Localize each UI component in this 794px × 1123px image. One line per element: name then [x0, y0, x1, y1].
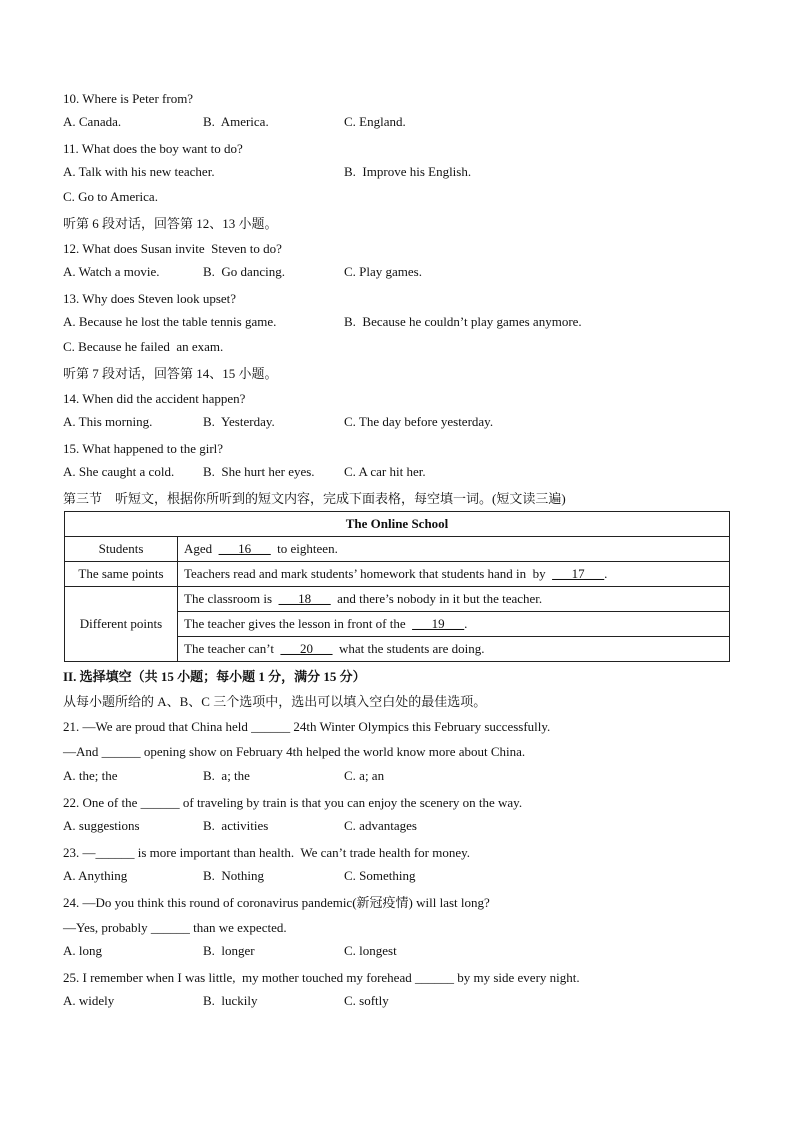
q22-stem: 22. One of the ______ of traveling by train is that you can enjoy the scenery on the way.	[63, 795, 523, 810]
blank-16: ___16___	[218, 541, 271, 556]
q22-option-b: B. activities	[203, 818, 269, 833]
q24-option-b: B. longer	[203, 943, 255, 958]
row-same-points-content: Teachers read and mark students’ homework that students hand in by ___17___.	[178, 562, 730, 587]
q24-option-c: C. longest	[344, 943, 397, 958]
row-different-2: The teacher gives the lesson in front of the ___19___.	[178, 612, 730, 637]
q15-option-b: B. She hurt her eyes.	[203, 464, 315, 479]
table-title: The Online School	[65, 512, 730, 537]
q10-option-a: A. Canada.	[63, 114, 122, 129]
q25-option-b: B. luckily	[203, 993, 258, 1008]
row-students-content: Aged ___16___ to eighteen.	[178, 537, 730, 562]
q13-option-a: A. Because he lost the table tennis game.	[63, 314, 277, 329]
q15-stem: 15. What happened to the girl?	[63, 441, 224, 456]
q10-option-c: C. England.	[344, 114, 406, 129]
part-2-heading: II. 选择填空（共 15 小题；每小题 1 分，满分 15 分）	[63, 669, 366, 684]
q23-option-c: C. Something	[344, 868, 416, 883]
row-label-students: Students	[65, 537, 178, 562]
q15-option-c: C. A car hit her.	[344, 464, 426, 479]
q21-option-c: C. a; an	[344, 768, 385, 783]
blank-19: ___19___	[412, 616, 465, 631]
q15-option-a: A. She caught a cold.	[63, 464, 175, 479]
blank-20: ___20___	[280, 641, 333, 656]
q13-option-c: C. Because he failed an exam.	[63, 339, 224, 354]
blank-18: ___18___	[278, 591, 331, 606]
q12-option-c: C. Play games.	[344, 264, 422, 279]
q10-option-b: B. America.	[203, 114, 269, 129]
row-different-3: The teacher can’t ___20___ what the students are doing.	[178, 637, 730, 662]
q12-option-b: B. Go dancing.	[203, 264, 285, 279]
q23-option-b: B. Nothing	[203, 868, 265, 883]
blank-17: ___17___	[552, 566, 605, 581]
section-7-instruction: 听第 7 段对话，回答第 14、15 小题。	[63, 366, 278, 381]
q24-stem-1: 24. —Do you think this round of coronavirus pandemic(新冠疫情) will last long?	[63, 895, 490, 910]
q11-option-c: C. Go to America.	[63, 189, 158, 204]
q14-stem: 14. When did the accident happen?	[63, 391, 246, 406]
q13-stem: 13. Why does Steven look upset?	[63, 291, 237, 306]
q21-option-b: B. a; the	[203, 768, 250, 783]
q12-stem: 12. What does Susan invite Steven to do?	[63, 241, 282, 256]
q22-option-c: C. advantages	[344, 818, 417, 833]
q11-option-b: B. Improve his English.	[344, 164, 472, 179]
q21-stem-2: —And ______ opening show on February 4th helped the world know more about China.	[63, 744, 526, 759]
q21-stem-1: 21. —We are proud that China held ______ 24th Winter Olympics this February successfully.	[63, 719, 551, 734]
q23-option-a: A. Anything	[63, 868, 128, 883]
section-3-instruction: 第三节 听短文，根据你所听到的短文内容，完成下面表格，每空填一词。(短文读三遍)	[63, 491, 566, 506]
q25-stem: 25. I remember when I was little, my mother touched my forehead ______ by my side every night.	[63, 970, 580, 985]
q25-option-a: A. widely	[63, 993, 115, 1008]
q11-stem: 11. What does the boy want to do?	[63, 141, 243, 156]
q21-option-a: A. the; the	[63, 768, 118, 783]
row-label-same-points: The same points	[65, 562, 178, 587]
q24-option-a: A. long	[63, 943, 102, 958]
q10-stem: 10. Where is Peter from?	[63, 91, 194, 106]
row-different-1: The classroom is ___18___ and there’s nobody in it but the teacher.	[178, 587, 730, 612]
part-2-instruction: 从每小题所给的 A、B、C 三个选项中，选出可以填入空白处的最佳选项。	[63, 694, 487, 709]
q13-option-b: B. Because he couldn’t play games anymore.	[344, 314, 582, 329]
q11-option-a: A. Talk with his new teacher.	[63, 164, 215, 179]
q14-option-a: A. This morning.	[63, 414, 153, 429]
q25-option-c: C. softly	[344, 993, 389, 1008]
q23-stem: 23. —______ is more important than health. We can’t trade health for money.	[63, 845, 471, 860]
section-6-instruction: 听第 6 段对话，回答第 12、13 小题。	[63, 216, 278, 231]
q14-option-c: C. The day before yesterday.	[344, 414, 494, 429]
online-school-table	[64, 511, 730, 662]
q14-option-b: B. Yesterday.	[203, 414, 275, 429]
q12-option-a: A. Watch a movie.	[63, 264, 160, 279]
q22-option-a: A. suggestions	[63, 818, 140, 833]
row-label-different-points: Different points	[65, 587, 178, 662]
q24-stem-2: —Yes, probably ______ than we expected.	[63, 920, 287, 935]
